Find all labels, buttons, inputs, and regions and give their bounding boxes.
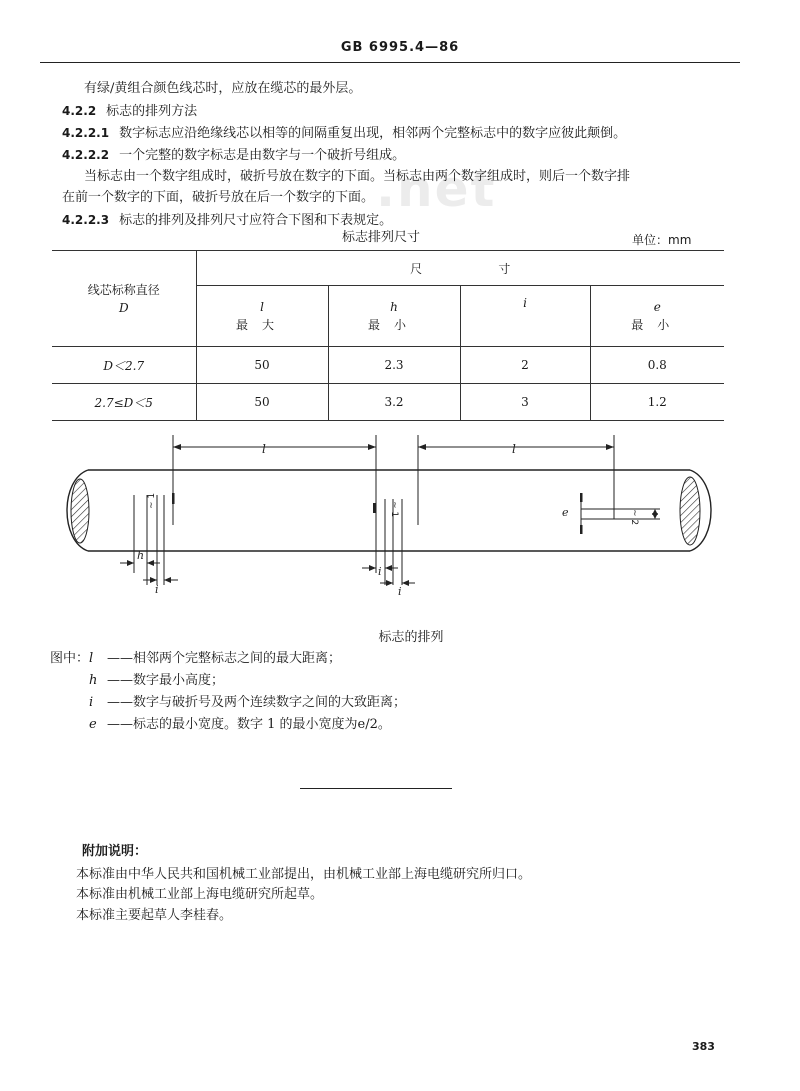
- legend-row: [89, 670, 224, 691]
- standard-code: GB 6995.4—86: [340, 40, 460, 55]
- label-i-middle-1: i: [378, 565, 382, 578]
- label-l-right: l: [512, 442, 516, 456]
- section-number: 4.2.2.3: [62, 213, 110, 227]
- section-4-2-2-2: [62, 146, 405, 165]
- column-symbol: e: [653, 300, 661, 314]
- section-number: 4.2.2.2: [62, 148, 110, 162]
- cell-e: 1.2: [590, 384, 724, 421]
- legend-text: ——相邻两个完整标志之间的最大距离；: [107, 651, 342, 666]
- diameter-range: D＜2.7: [52, 347, 196, 384]
- label-l-left: l: [262, 442, 266, 456]
- additional-note-line: 本标准由中华人民共和国机械工业部提出，由机械工业部上海电缆研究所归口。: [76, 867, 532, 882]
- separator-line: [300, 788, 452, 789]
- cell-l: 50: [196, 384, 328, 421]
- column-i-header: [460, 286, 590, 347]
- cell-e: 0.8: [590, 347, 724, 384]
- svg-text:~ 2: ~ 2: [629, 509, 639, 526]
- paragraph-line-2: 在前一个数字的下面，破折号放在后一个数字的下面。: [62, 190, 375, 205]
- label-i-middle-2: i: [398, 585, 402, 598]
- svg-text:~ 1: ~ 1: [147, 492, 157, 509]
- marking-group-right: [580, 493, 660, 534]
- legend-symbol: e: [89, 717, 97, 732]
- additional-notes-title: 附加说明：: [82, 844, 148, 859]
- diameter-range: 2.7≤D＜5: [52, 384, 196, 421]
- cell-i: 2: [460, 347, 590, 384]
- cell-h: 2.3: [328, 347, 460, 384]
- legend-text: ——数字与破折号及两个连续数字之间的大致距离；: [107, 695, 407, 710]
- additional-note-line: 本标准由机械工业部上海电缆研究所起草。: [76, 887, 324, 902]
- legend-prefix: 图中：: [50, 651, 90, 666]
- section-text: 标志的排列方法: [106, 104, 198, 119]
- diameter-header: [52, 251, 196, 347]
- column-l-header: [196, 286, 328, 347]
- section-4-2-2: [62, 102, 197, 121]
- column-limit: 最小: [367, 318, 420, 332]
- section-text: 标志的排列及排列尺寸应符合下图和下表规定。: [119, 213, 393, 228]
- watermark: .net: [376, 160, 497, 218]
- column-symbol: h: [390, 300, 398, 314]
- table-row: [52, 347, 724, 384]
- section-number: 4.2.2: [62, 104, 97, 118]
- table-title: 标志排列尺寸: [342, 230, 421, 245]
- legend-symbol: h: [89, 673, 98, 688]
- legend-symbol: i: [89, 695, 94, 710]
- dimension-l-left: [173, 435, 376, 525]
- additional-note-line: 本标准主要起草人李桂春。: [76, 908, 233, 923]
- section-number: 4.2.2.1: [62, 126, 110, 140]
- cable-end-hatch-left: [71, 479, 89, 543]
- paragraph-line-1: 当标志由一个数字组成时，破折号放在数字的下面。当标志由两个数字组成时，则后一个数字排: [84, 169, 631, 184]
- column-symbol: i: [523, 296, 527, 310]
- table-row: [52, 384, 724, 421]
- column-limit: 最小: [631, 318, 684, 332]
- label-i-left: i: [155, 583, 159, 596]
- cable-end-hatch-right: [680, 477, 700, 545]
- diameter-header-label: 线芯标称直径: [87, 282, 160, 297]
- label-e: e: [562, 506, 569, 519]
- label-h: h: [137, 549, 145, 562]
- legend-text: ——标志的最小宽度。数字 1 的最小宽度为e/2。: [107, 717, 391, 732]
- marking-arrangement-diagram: [0, 425, 800, 625]
- cell-l: 50: [196, 347, 328, 384]
- legend-row: [50, 648, 341, 669]
- legend-text: ——数字最小高度；: [107, 673, 225, 688]
- column-symbol: l: [260, 300, 264, 314]
- section-text: 一个完整的数字标志是由数字与一个破折号组成。: [119, 148, 406, 163]
- legend-row: [89, 714, 391, 735]
- table-unit: 单位：mm: [632, 233, 692, 247]
- column-e-header: [590, 286, 724, 347]
- marking-group-middle: [362, 499, 415, 586]
- cell-h: 3.2: [328, 384, 460, 421]
- legend-row: [89, 692, 406, 713]
- column-h-header: [328, 286, 460, 347]
- section-text: 数字标志应沿绝缘线芯以相等的间隔重复出现，相邻两个完整标志中的数字应彼此颠倒。: [119, 126, 627, 141]
- column-limit: 最大: [235, 318, 288, 332]
- legend-symbol: l: [89, 651, 94, 666]
- dimension-header: 尺 寸: [196, 251, 724, 286]
- marking-group-left: [120, 493, 178, 585]
- svg-text:~ 1: ~ 1: [389, 501, 399, 518]
- section-4-2-2-3: [62, 211, 392, 230]
- header-rule: [40, 62, 740, 63]
- intro-line: 有绿/黄组合颜色线芯时，应放在缆芯的最外层。: [84, 81, 362, 96]
- section-4-2-2-1: [62, 124, 626, 143]
- dimension-table: [52, 250, 724, 421]
- cell-i: 3: [460, 384, 590, 421]
- diameter-header-symbol: D: [118, 300, 129, 315]
- page-number: 383: [692, 1040, 715, 1053]
- dimension-l-right: [418, 435, 614, 525]
- figure-caption: 标志的排列: [378, 630, 444, 645]
